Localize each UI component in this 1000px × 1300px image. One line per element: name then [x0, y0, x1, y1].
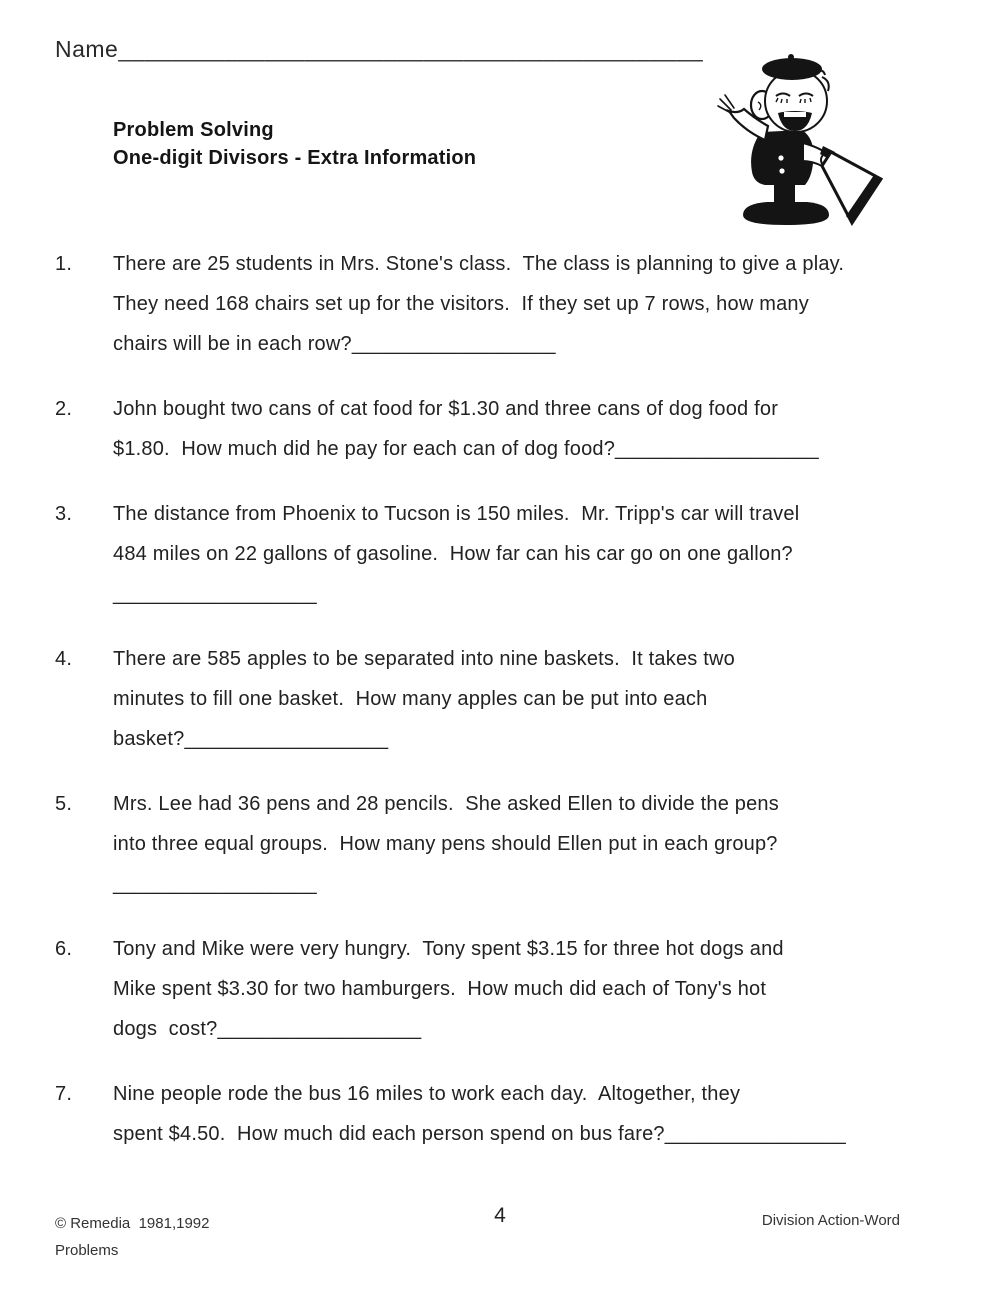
problem-5-text	[113, 784, 950, 904]
problem-line: There are 25 students in Mrs. Stone's class. The class is planning to give a play.	[113, 253, 845, 275]
name-label: Name	[55, 36, 119, 62]
page-number: 4	[494, 1204, 506, 1227]
name-row	[55, 36, 703, 63]
problem-line: John bought two cans of cat food for $1.30 and three cans of dog food for	[113, 398, 779, 420]
problem-line-with-answer-blank: dogs cost?__________________	[113, 1018, 422, 1040]
title-line-1: Problem Solving	[113, 119, 274, 141]
answer-blank-line: __________________	[113, 583, 317, 605]
problem-line: They need 168 chairs set up for the visitors. If they set up 7 rows, how many	[113, 293, 809, 315]
problem-2-text	[113, 389, 950, 469]
problem-list	[55, 244, 950, 1179]
problem-line: Tony and Mike were very hungry. Tony spent $3.15 for three hot dogs and	[113, 938, 784, 960]
problem-6	[55, 929, 950, 1049]
problem-6-number: 6.	[55, 938, 73, 960]
problem-2-number: 2.	[55, 398, 73, 420]
problem-3-text	[113, 494, 950, 614]
answer-blank-line: __________________	[113, 873, 317, 895]
problem-3-number: 3.	[55, 503, 73, 525]
megaphone-man-icon	[695, 48, 895, 238]
problem-line-with-answer-blank: spent $4.50. How much did each person spend on bus fare?________________	[113, 1123, 846, 1145]
problem-1	[55, 244, 950, 364]
problem-line: 484 miles on 22 gallons of gasoline. How far can his car go on one gallon?	[113, 543, 793, 565]
problem-7-text	[113, 1074, 950, 1154]
name-blank-line: ____________________________________________	[118, 36, 704, 62]
problem-5-number: 5.	[55, 793, 73, 815]
problem-4-text	[113, 639, 950, 759]
problem-1-number: 1.	[55, 253, 73, 275]
problem-line-with-answer-blank: $1.80. How much did he pay for each can of dog food?__________________	[113, 438, 819, 460]
problem-1-text	[113, 244, 950, 364]
problem-line: Nine people rode the bus 16 miles to work each day. Altogether, they	[113, 1083, 741, 1105]
problem-line-with-answer-blank: basket?__________________	[113, 728, 389, 750]
problem-line: There are 585 apples to be separated into nine baskets. It takes two	[113, 648, 735, 670]
copyright-line-1: © Remedia 1981,1992	[55, 1215, 210, 1232]
worksheet-title	[113, 116, 476, 172]
problem-7	[55, 1074, 950, 1154]
problem-line: Mrs. Lee had 36 pens and 28 pencils. She asked Ellen to divide the pens	[113, 793, 779, 815]
man-with-megaphone-clipart	[695, 48, 895, 238]
title-line-2: One-digit Divisors - Extra Information	[113, 147, 477, 169]
problem-3	[55, 494, 950, 614]
problem-5	[55, 784, 950, 904]
problem-line-with-answer-blank: chairs will be in each row?__________________	[113, 333, 556, 355]
problem-6-text	[113, 929, 950, 1049]
copyright-line-2: Problems	[55, 1242, 119, 1259]
problem-line: into three equal groups. How many pens should Ellen put in each group?	[113, 833, 778, 855]
problem-4-number: 4.	[55, 648, 73, 670]
problem-line: The distance from Phoenix to Tucson is 150 miles. Mr. Tripp's car will travel	[113, 503, 800, 525]
problem-7-number: 7.	[55, 1083, 73, 1105]
footer-series-title: Division Action-Word	[761, 1212, 900, 1229]
problem-2	[55, 389, 950, 469]
problem-line: Mike spent $3.30 for two hamburgers. How much did each of Tony's hot	[113, 978, 767, 1000]
problem-line: minutes to fill one basket. How many apples can be put into each	[113, 688, 708, 710]
problem-4	[55, 639, 950, 759]
